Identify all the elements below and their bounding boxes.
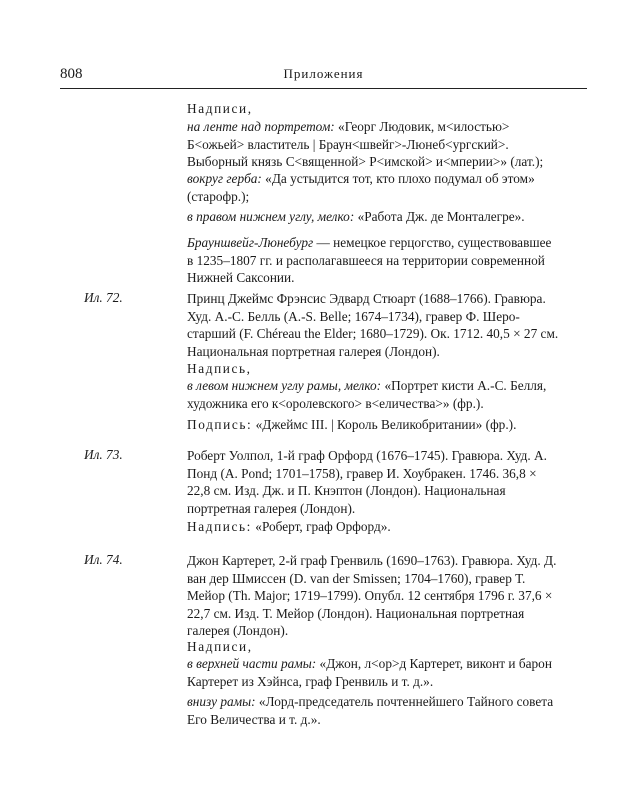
illustration-description: Принц Джеймс Фрэнсис Эдвард Стюарт (1688–1766). Гравюра. Худ. А.-С. Белль (A.-S. Belle; 1674–1734), гравер Ф. Шеро-старший (F. Chéreau the Elder; 1680–1729). Ок. 1712. 40,5 × 27 см. Национальная портретная галерея (Лондон). (187, 291, 559, 359)
inscription-item: в верхней части рамы: «Джон, л<ор>д Картерет, виконт и барон Картерет из Хэйнса, граф Гренвиль и т. д.». (187, 656, 552, 689)
illustration-label: Ил. 73. (84, 447, 123, 462)
inscription-heading: Надпись, (187, 361, 252, 376)
illustration-label: Ил. 72. (84, 290, 123, 305)
caption-line: Подпись: «Джеймс III. | Король Великобритании» (фр.). (187, 417, 517, 432)
inscriptions-heading: Надписи, (187, 101, 253, 116)
inscription-item: в левом нижнем углу рамы, мелко: «Портрет кисти А.-С. Белля, художника его к<оролевского> в<еличества>» (фр.). (187, 378, 547, 411)
inscription-line: Надпись: «Роберт, граф Орфорд». (187, 519, 391, 534)
page-number: 808 (60, 66, 83, 82)
inscription-item: на ленте над портретом: «Георг Людовик, м<илостью> Б<ожьей> властитель | Браун<швейг>-Люнеб<ургский>. Выборный князь С<вященной> Р<имской> и<мперии>» (лат.); (187, 119, 544, 169)
inscription-item: в правом нижнем углу, мелко: «Работа Дж. де Монталегре». (187, 209, 525, 224)
inscription-item: внизу рамы: «Лорд-председатель почтеннейшего Тайного совета Его Величества и т. д.». (187, 694, 554, 727)
illustration-label: Ил. 74. (84, 552, 123, 567)
inscription-item: вокруг герба: «Да устыдится тот, кто плохо подумал об этом» (старофр.); (187, 171, 535, 204)
inscription-heading: Надписи, (187, 639, 253, 654)
illustration-description: Джон Картерет, 2-й граф Гренвиль (1690–1763). Гравюра. Худ. Д. ван дер Шмиссен (D. van der Smissen; 1704–1760), гравер Т. Мейор (Th. Major; 1719–1799). Опубл. 12 сентября 1796 г. 37,6 × 22,7 см. Изд. Т. Мейор (Лондон). Национальная портретная галерея (Лондон). (187, 553, 557, 638)
note-paragraph: Брауншвейг-Люнебург — немецкое герцогство, существовавшее в 1235–1807 гг. и располагавшееся на территории современной Нижней Саксонии. (187, 235, 552, 285)
running-header-title: Приложения (283, 66, 364, 81)
header-rule (60, 88, 587, 89)
illustration-description: Роберт Уолпол, 1-й граф Орфорд (1676–1745). Гравюра. Худ. А. Понд (A. Pond; 1701–1758), гравер И. Хоубракен. 1746. 36,8 × 22,8 см. Изд. Дж. и П. Кнэптон (Лондон). Национальная портретная галерея (Лондон). (187, 448, 547, 516)
